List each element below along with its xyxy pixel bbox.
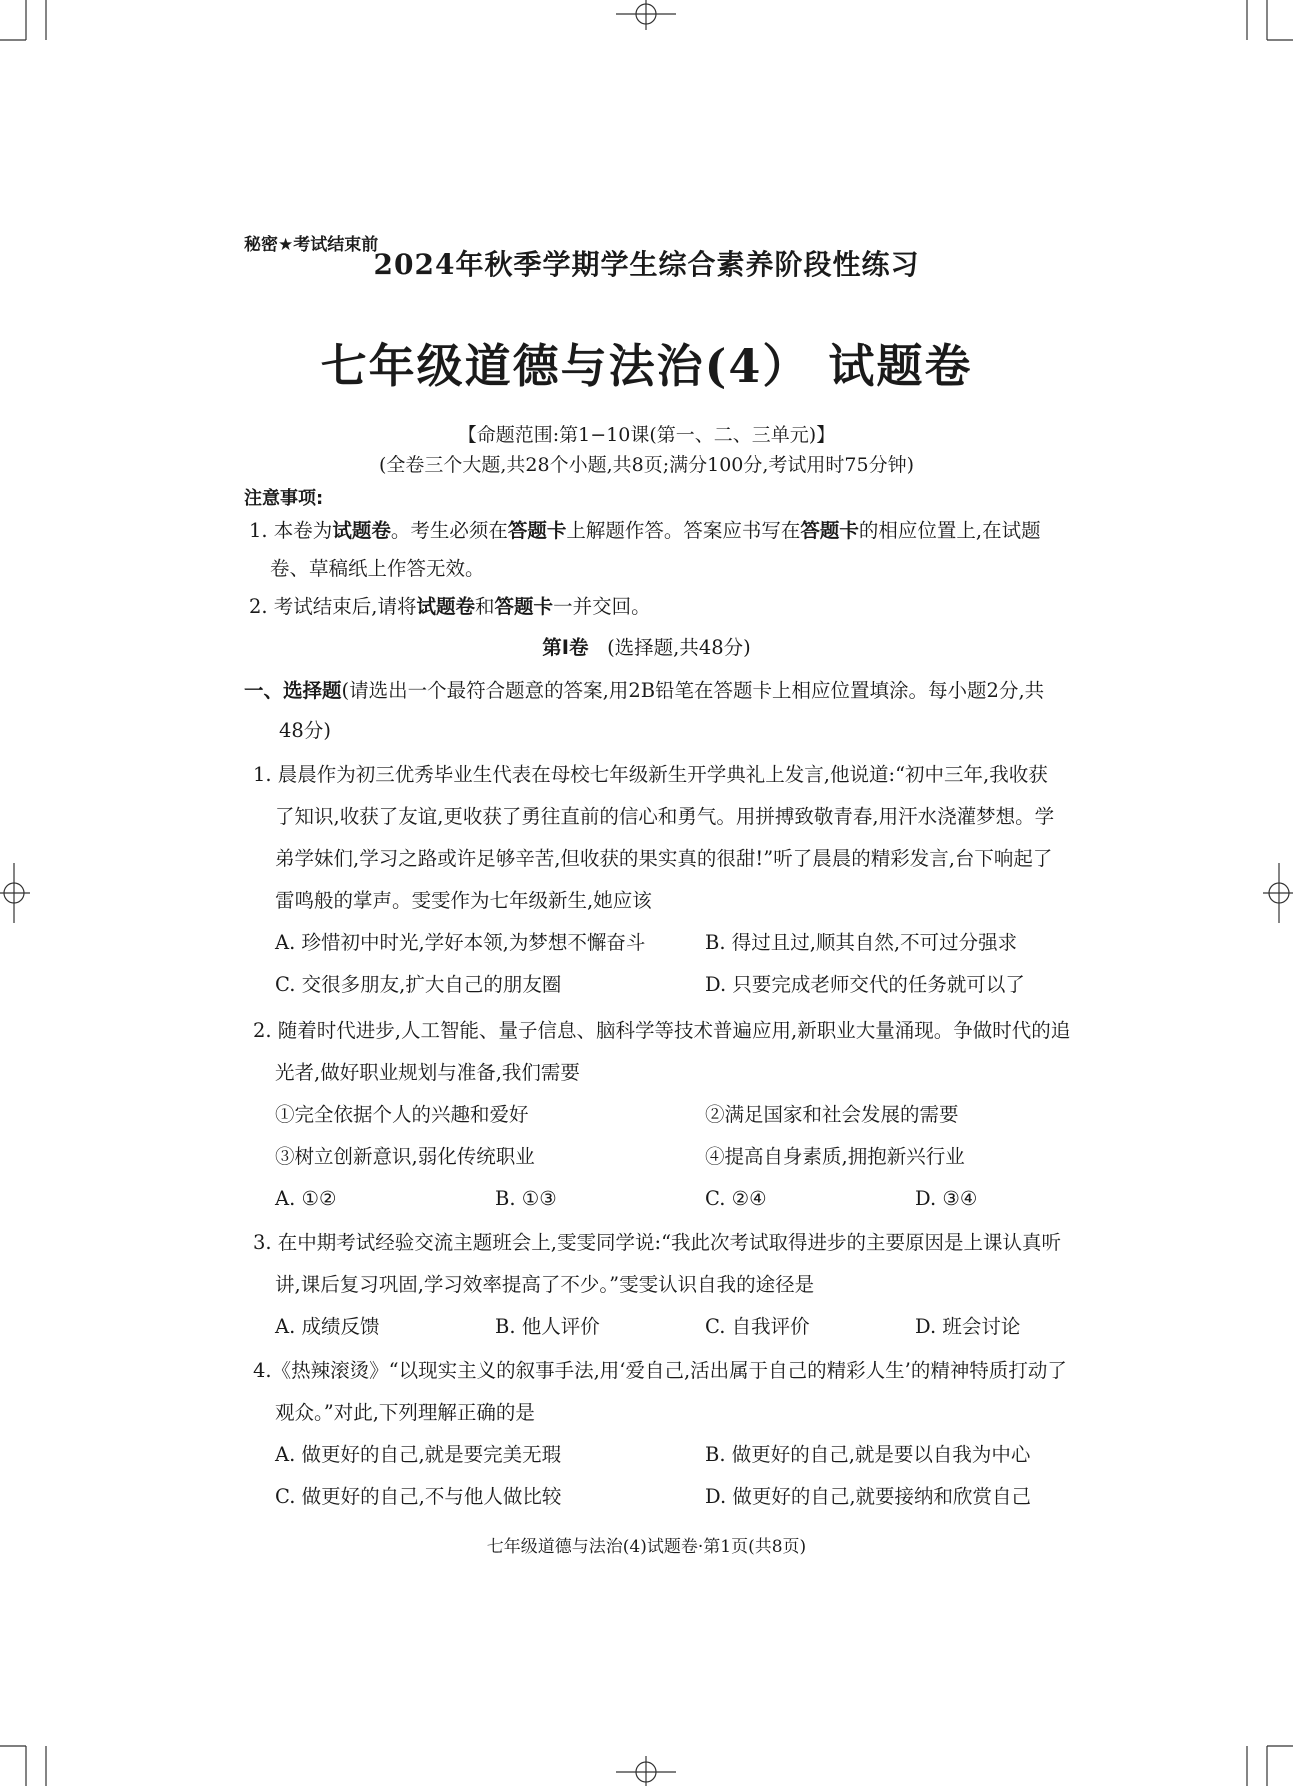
option-b: B. 他人评价: [495, 1315, 600, 1338]
part1-instruction-cont: 48分): [279, 719, 331, 742]
option-d: D. 班会讨论: [915, 1315, 1021, 1338]
secret-label: 秘密★考试结束前: [244, 235, 379, 255]
option-a: A. ①②: [275, 1187, 337, 1210]
question-line: 光者,做好职业规划与准备,我们需要: [275, 1061, 580, 1084]
notice-heading: 注意事项:: [244, 488, 324, 509]
option-c: C. ②④: [705, 1187, 767, 1210]
statement-3: ③树立创新意识,弱化传统职业: [275, 1145, 535, 1168]
question-line: 观众。”对此,下列理解正确的是: [275, 1401, 535, 1424]
option-b: B. 做更好的自己,就是要以自我为中心: [705, 1443, 1031, 1466]
question-line: 讲,课后复习巩固,学习效率提高了不少。”雯雯认识自我的途径是: [275, 1273, 815, 1296]
option-a: A. 成绩反馈: [275, 1315, 380, 1338]
notice-item-1: 1. 本卷为试题卷。考生必须在答题卡上解题作答。答案应书写在答题卡的相应位置上,在试题: [249, 519, 1041, 542]
question-line: 3. 在中期考试经验交流主题班会上,雯雯同学说:“我此次考试取得进步的主要原因是上课认真听: [253, 1231, 1062, 1254]
option-c: C. 做更好的自己,不与他人做比较: [275, 1485, 562, 1508]
option-b: B. ①③: [495, 1187, 557, 1210]
question-line: 1. 晨晨作为初三优秀毕业生代表在母校七年级新生开学典礼上发言,他说道:“初中三年,我收获: [253, 763, 1048, 786]
notice-item-1-cont: 卷、草稿纸上作答无效。: [270, 557, 485, 580]
part1-heading: 一、选择题(请选出一个最符合题意的答案,用2B铅笔在答题卡上相应位置填涂。每小题2分,共: [244, 679, 1045, 702]
question-line: 雷鸣般的掌声。雯雯作为七年级新生,她应该: [275, 889, 652, 912]
option-c: C. 自我评价: [705, 1315, 810, 1338]
statement-4: ④提高自身素质,拥抱新兴行业: [705, 1145, 965, 1168]
option-d: D. 做更好的自己,就要接纳和欣赏自己: [705, 1485, 1032, 1508]
notice-item-2: 2. 考试结束后,请将试题卷和答题卡一并交回。: [249, 595, 651, 618]
exam-info: (全卷三个大题,共28个小题,共8页;满分100分,考试用时75分钟): [378, 454, 915, 476]
option-b: B. 得过且过,顺其自然,不可过分强求: [705, 931, 1018, 954]
statement-2: ②满足国家和社会发展的需要: [705, 1103, 959, 1126]
option-c: C. 交很多朋友,扩大自己的朋友圈: [275, 973, 562, 996]
option-a: A. 珍惜初中时光,学好本领,为梦想不懈奋斗: [275, 931, 646, 954]
page-footer: 七年级道德与法治(4)试题卷·第1页(共8页): [486, 1537, 807, 1557]
question-line: 4.《热辣滚烫》“以现实主义的叙事手法,用‘爱自己,活出属于自己的精彩人生’的精神特质打动了: [253, 1359, 1067, 1382]
question-line: 2. 随着时代进步,人工智能、量子信息、脑科学等技术普遍应用,新职业大量涌现。争做时代的追: [253, 1019, 1071, 1042]
option-a: A. 做更好的自己,就是要完美无瑕: [275, 1443, 562, 1466]
section-heading: 第Ⅰ卷 (选择题,共48分): [542, 636, 751, 659]
statement-1: ①完全依据个人的兴趣和爱好: [275, 1103, 529, 1126]
question-line: 弟学妹们,学习之路或许足够辛苦,但收获的果实真的很甜!”听了晨晨的精彩发言,台下响起了: [275, 847, 1053, 870]
option-d: D. 只要完成老师交代的任务就可以了: [705, 973, 1025, 996]
exam-subject-title: 七年级道德与法治(4） 试题卷: [320, 339, 973, 393]
question-line: 了知识,收获了友谊,更收获了勇往直前的信心和勇气。用拼搏致敬青春,用汗水浇灌梦想。学: [275, 805, 1055, 828]
option-d: D. ③④: [915, 1187, 978, 1210]
exam-title: 2024年秋季学期学生综合素养阶段性练习: [373, 248, 920, 281]
exam-scope: 【命题范围:第1−10课(第一、二、三单元)】: [457, 424, 836, 446]
